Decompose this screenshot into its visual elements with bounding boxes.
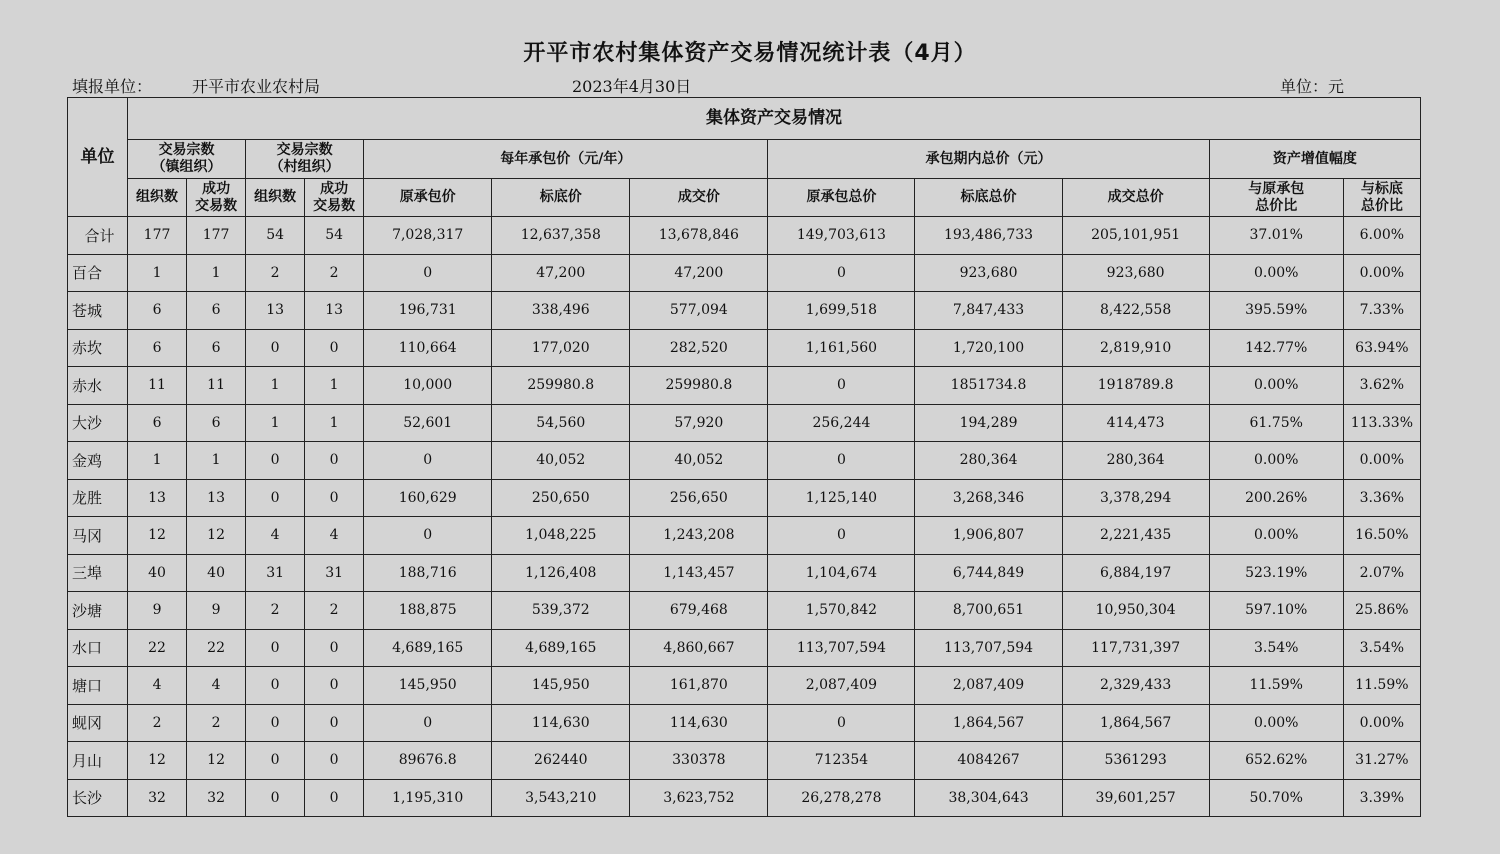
table-body	[68, 217, 1421, 817]
table-cell: 330378	[630, 742, 768, 780]
header-ratio-orig-a: 与原承包	[1248, 180, 1305, 197]
table-cell: 47,200	[492, 254, 630, 292]
table-cell: 1,699,518	[768, 292, 915, 330]
header-ratio-orig-b: 总价比	[1255, 197, 1298, 214]
table-cell: 597.10%	[1209, 592, 1343, 630]
row-unit-name: 马冈	[68, 517, 128, 555]
table-cell: 2	[187, 704, 246, 742]
table-cell: 13	[246, 292, 305, 330]
table-cell: 117,731,397	[1062, 629, 1209, 667]
header-orig-price: 原承包价	[364, 179, 492, 217]
row-unit-name: 大沙	[68, 404, 128, 442]
header-base-total: 标底总价	[915, 179, 1062, 217]
table-cell: 61.75%	[1209, 404, 1343, 442]
row-unit-name: 金鸡	[68, 442, 128, 480]
table-cell: 0	[305, 629, 364, 667]
table-cell: 31	[246, 554, 305, 592]
statistics-table	[67, 97, 1421, 817]
header-village-transactions	[246, 140, 364, 179]
table-cell: 1,195,310	[364, 779, 492, 817]
header-ratio-base-b: 总价比	[1360, 197, 1403, 214]
table-cell: 13	[187, 479, 246, 517]
table-cell: 4	[305, 517, 364, 555]
header-base-price: 标底价	[492, 179, 630, 217]
table-cell: 3,378,294	[1062, 479, 1209, 517]
table-cell: 256,244	[768, 404, 915, 442]
table-cell: 2	[246, 592, 305, 630]
header-village-a: 交易宗数	[276, 142, 333, 158]
table-cell: 2,819,910	[1062, 329, 1209, 367]
table-cell: 1,125,140	[768, 479, 915, 517]
table-cell: 38,304,643	[915, 779, 1062, 817]
table-cell: 6	[187, 404, 246, 442]
table-cell: 37.01%	[1209, 217, 1343, 255]
table-row	[68, 367, 1421, 405]
table-cell: 3,623,752	[630, 779, 768, 817]
header-town-transactions	[128, 140, 246, 179]
table-cell: 40	[187, 554, 246, 592]
report-date: 2023年4月30日	[572, 77, 692, 96]
table-cell: 188,875	[364, 592, 492, 630]
table-cell: 0	[364, 704, 492, 742]
table-cell: 4	[128, 667, 187, 705]
header-village-b: （村组织）	[269, 159, 340, 175]
table-cell: 6	[128, 404, 187, 442]
table-cell: 712354	[768, 742, 915, 780]
table-row	[68, 254, 1421, 292]
table-cell: 22	[187, 629, 246, 667]
table-cell: 0	[246, 667, 305, 705]
table-cell: 1	[187, 442, 246, 480]
table-cell: 6,744,849	[915, 554, 1062, 592]
table-cell: 2,221,435	[1062, 517, 1209, 555]
table-cell: 193,486,733	[915, 217, 1062, 255]
table-cell: 3,543,210	[492, 779, 630, 817]
table-cell: 12	[187, 517, 246, 555]
table-cell: 177	[187, 217, 246, 255]
table-cell: 6	[187, 329, 246, 367]
table-cell: 0	[246, 704, 305, 742]
row-unit-name: 沙塘	[68, 592, 128, 630]
table-cell: 1	[128, 442, 187, 480]
table-cell: 1,906,807	[915, 517, 1062, 555]
table-cell: 0	[305, 779, 364, 817]
table-cell: 539,372	[492, 592, 630, 630]
table-cell: 259980.8	[492, 367, 630, 405]
table-cell: 11	[187, 367, 246, 405]
table-cell: 0	[364, 442, 492, 480]
table-cell: 0	[364, 517, 492, 555]
header-success-town	[187, 179, 246, 217]
table-cell: 338,496	[492, 292, 630, 330]
table-cell: 113.33%	[1343, 404, 1420, 442]
table-cell: 1,161,560	[768, 329, 915, 367]
table-cell: 113,707,594	[915, 629, 1062, 667]
table-cell: 25.86%	[1343, 592, 1420, 630]
table-cell: 6.00%	[1343, 217, 1420, 255]
table-cell: 113,707,594	[768, 629, 915, 667]
header-ratio-orig	[1209, 179, 1343, 217]
table-cell: 395.59%	[1209, 292, 1343, 330]
table-cell: 39,601,257	[1062, 779, 1209, 817]
table-cell: 11	[128, 367, 187, 405]
table-cell: 177,020	[492, 329, 630, 367]
table-cell: 4,860,667	[630, 629, 768, 667]
table-cell: 22	[128, 629, 187, 667]
table-cell: 414,473	[1062, 404, 1209, 442]
table-cell: 0	[305, 329, 364, 367]
table-cell: 2,087,409	[915, 667, 1062, 705]
header-success-village-a: 成功	[320, 180, 349, 197]
table-cell: 3.39%	[1343, 779, 1420, 817]
table-cell: 26,278,278	[768, 779, 915, 817]
table-cell: 523.19%	[1209, 554, 1343, 592]
table-cell: 0	[246, 442, 305, 480]
table-cell: 2	[246, 254, 305, 292]
table-row-total	[68, 217, 1421, 255]
table-row	[68, 629, 1421, 667]
header-success-town-a: 成功	[202, 180, 231, 197]
table-cell: 0.00%	[1209, 254, 1343, 292]
table-cell: 12	[187, 742, 246, 780]
table-cell: 2	[305, 592, 364, 630]
table-cell: 0.00%	[1209, 517, 1343, 555]
header-org-count-village: 组织数	[246, 179, 305, 217]
table-cell: 145,950	[492, 667, 630, 705]
table-cell: 2	[305, 254, 364, 292]
table-cell: 57,920	[630, 404, 768, 442]
table-cell: 0	[246, 479, 305, 517]
table-cell: 6,884,197	[1062, 554, 1209, 592]
table-cell: 0.00%	[1209, 704, 1343, 742]
table-cell: 4	[187, 667, 246, 705]
table-cell: 9	[128, 592, 187, 630]
table-cell: 1,104,674	[768, 554, 915, 592]
table-cell: 4084267	[915, 742, 1062, 780]
table-cell: 262440	[492, 742, 630, 780]
table-cell: 54	[305, 217, 364, 255]
table-cell: 11.59%	[1343, 667, 1420, 705]
row-unit-name: 百合	[68, 254, 128, 292]
table-row	[68, 329, 1421, 367]
table-cell: 3.62%	[1343, 367, 1420, 405]
table-cell: 3.54%	[1209, 629, 1343, 667]
table-cell: 6	[128, 329, 187, 367]
table-cell: 0	[305, 442, 364, 480]
header-success-village	[305, 179, 364, 217]
table-cell: 4,689,165	[364, 629, 492, 667]
table-cell: 11.59%	[1209, 667, 1343, 705]
table-cell: 0.00%	[1343, 704, 1420, 742]
row-unit-name: 赤水	[68, 367, 128, 405]
table-cell: 1,570,842	[768, 592, 915, 630]
table-cell: 12,637,358	[492, 217, 630, 255]
table-cell: 1,048,225	[492, 517, 630, 555]
table-cell: 1918789.8	[1062, 367, 1209, 405]
table-cell: 50.70%	[1209, 779, 1343, 817]
table-cell: 12	[128, 742, 187, 780]
table-cell: 0	[305, 742, 364, 780]
table-row	[68, 742, 1421, 780]
header-deal-price: 成交价	[630, 179, 768, 217]
table-cell: 1,864,567	[915, 704, 1062, 742]
table-cell: 7,847,433	[915, 292, 1062, 330]
table-cell: 9	[187, 592, 246, 630]
table-cell: 0.00%	[1343, 442, 1420, 480]
table-cell: 0	[246, 629, 305, 667]
table-cell: 32	[128, 779, 187, 817]
table-cell: 256,650	[630, 479, 768, 517]
table-cell: 259980.8	[630, 367, 768, 405]
table-cell: 7,028,317	[364, 217, 492, 255]
table-cell: 0.00%	[1209, 442, 1343, 480]
header-period-total: 承包期内总价（元）	[768, 140, 1209, 179]
table-cell: 205,101,951	[1062, 217, 1209, 255]
table-row	[68, 704, 1421, 742]
currency-unit: 单位：元	[1280, 77, 1345, 96]
row-unit-name: 塘口	[68, 667, 128, 705]
table-cell: 16.50%	[1343, 517, 1420, 555]
table-row	[68, 517, 1421, 555]
header-annual-price: 每年承包价（元/年）	[364, 140, 768, 179]
header-town-b: （镇组织）	[151, 159, 222, 175]
header-group: 集体资产交易情况	[128, 98, 1421, 140]
header-ratio-base	[1343, 179, 1420, 217]
table-cell: 280,364	[1062, 442, 1209, 480]
table-cell: 32	[187, 779, 246, 817]
table-cell: 89676.8	[364, 742, 492, 780]
table-cell: 160,629	[364, 479, 492, 517]
table-cell: 0	[305, 704, 364, 742]
table-cell: 0	[305, 667, 364, 705]
table-cell: 3.54%	[1343, 629, 1420, 667]
table-cell: 4	[246, 517, 305, 555]
table-cell: 0.00%	[1209, 367, 1343, 405]
header-deal-total: 成交总价	[1062, 179, 1209, 217]
table-cell: 200.26%	[1209, 479, 1343, 517]
table-cell: 31	[305, 554, 364, 592]
table-cell: 577,094	[630, 292, 768, 330]
table-cell: 2,329,433	[1062, 667, 1209, 705]
table-cell: 0.00%	[1343, 254, 1420, 292]
row-unit-name: 月山	[68, 742, 128, 780]
table-row	[68, 592, 1421, 630]
reporting-unit-label: 填报单位：	[72, 77, 153, 96]
table-cell: 1,243,208	[630, 517, 768, 555]
table-cell: 161,870	[630, 667, 768, 705]
table-cell: 1	[246, 367, 305, 405]
table-cell: 188,716	[364, 554, 492, 592]
table-cell: 1	[305, 367, 364, 405]
row-unit-name: 合计	[68, 217, 128, 255]
table-cell: 7.33%	[1343, 292, 1420, 330]
table-cell: 13,678,846	[630, 217, 768, 255]
header-success-village-b: 交易数	[313, 197, 356, 214]
table-cell: 0	[768, 704, 915, 742]
header-org-count-town: 组织数	[128, 179, 187, 217]
table-cell: 194,289	[915, 404, 1062, 442]
table-row	[68, 779, 1421, 817]
table-cell: 40,052	[630, 442, 768, 480]
table-cell: 1851734.8	[915, 367, 1062, 405]
row-unit-name: 蚬冈	[68, 704, 128, 742]
table-cell: 1,720,100	[915, 329, 1062, 367]
table-cell: 1,143,457	[630, 554, 768, 592]
table-cell: 54	[246, 217, 305, 255]
table-cell: 1	[128, 254, 187, 292]
table-cell: 142.77%	[1209, 329, 1343, 367]
table-cell: 3,268,346	[915, 479, 1062, 517]
table-cell: 0	[768, 442, 915, 480]
table-cell: 0	[768, 517, 915, 555]
page-title: 开平市农村集体资产交易情况统计表（4月）	[523, 41, 977, 66]
row-unit-name: 赤坎	[68, 329, 128, 367]
table-cell: 2,087,409	[768, 667, 915, 705]
table-cell: 8,422,558	[1062, 292, 1209, 330]
table-row	[68, 554, 1421, 592]
table-cell: 1,126,408	[492, 554, 630, 592]
table-cell: 114,630	[630, 704, 768, 742]
table-cell: 196,731	[364, 292, 492, 330]
table-cell: 63.94%	[1343, 329, 1420, 367]
table-cell: 177	[128, 217, 187, 255]
reporting-unit-value: 开平市农业农村局	[192, 77, 321, 96]
table-cell: 0	[246, 742, 305, 780]
table-cell: 13	[305, 292, 364, 330]
table-cell: 10,950,304	[1062, 592, 1209, 630]
table-row	[68, 667, 1421, 705]
row-unit-name: 苍城	[68, 292, 128, 330]
header-orig-total: 原承包总价	[768, 179, 915, 217]
table-cell: 145,950	[364, 667, 492, 705]
table-row	[68, 292, 1421, 330]
table-cell: 47,200	[630, 254, 768, 292]
table-cell: 31.27%	[1343, 742, 1420, 780]
table-cell: 114,630	[492, 704, 630, 742]
table-cell: 2	[128, 704, 187, 742]
table-cell: 54,560	[492, 404, 630, 442]
header-unit: 单位	[68, 98, 128, 217]
table-cell: 0	[305, 479, 364, 517]
table-cell: 13	[128, 479, 187, 517]
row-unit-name: 三埠	[68, 554, 128, 592]
table-cell: 4,689,165	[492, 629, 630, 667]
table-cell: 923,680	[915, 254, 1062, 292]
table-cell: 0	[768, 367, 915, 405]
table-cell: 52,601	[364, 404, 492, 442]
table-cell: 1	[246, 404, 305, 442]
table-cell: 679,468	[630, 592, 768, 630]
table-cell: 8,700,651	[915, 592, 1062, 630]
table-cell: 2.07%	[1343, 554, 1420, 592]
table-cell: 250,650	[492, 479, 630, 517]
table-cell: 5361293	[1062, 742, 1209, 780]
table-row	[68, 442, 1421, 480]
header-success-town-b: 交易数	[195, 197, 238, 214]
header-town-a: 交易宗数	[158, 142, 215, 158]
table-row	[68, 404, 1421, 442]
row-unit-name: 水口	[68, 629, 128, 667]
table-cell: 0	[768, 254, 915, 292]
header-ratio-base-a: 与标底	[1360, 180, 1403, 197]
table-row	[68, 479, 1421, 517]
table-cell: 1,864,567	[1062, 704, 1209, 742]
table-cell: 282,520	[630, 329, 768, 367]
table-cell: 280,364	[915, 442, 1062, 480]
table-cell: 149,703,613	[768, 217, 915, 255]
table-cell: 40	[128, 554, 187, 592]
table-cell: 0	[246, 779, 305, 817]
header-growth: 资产增值幅度	[1209, 140, 1420, 179]
row-unit-name: 龙胜	[68, 479, 128, 517]
table-cell: 12	[128, 517, 187, 555]
table-cell: 0	[364, 254, 492, 292]
table-cell: 40,052	[492, 442, 630, 480]
row-unit-name: 长沙	[68, 779, 128, 817]
table-cell: 110,664	[364, 329, 492, 367]
table-cell: 6	[187, 292, 246, 330]
table-cell: 652.62%	[1209, 742, 1343, 780]
table-cell: 3.36%	[1343, 479, 1420, 517]
table-cell: 1	[187, 254, 246, 292]
table-cell: 1	[305, 404, 364, 442]
table-cell: 923,680	[1062, 254, 1209, 292]
table-cell: 0	[246, 329, 305, 367]
table-cell: 10,000	[364, 367, 492, 405]
table-cell: 6	[128, 292, 187, 330]
